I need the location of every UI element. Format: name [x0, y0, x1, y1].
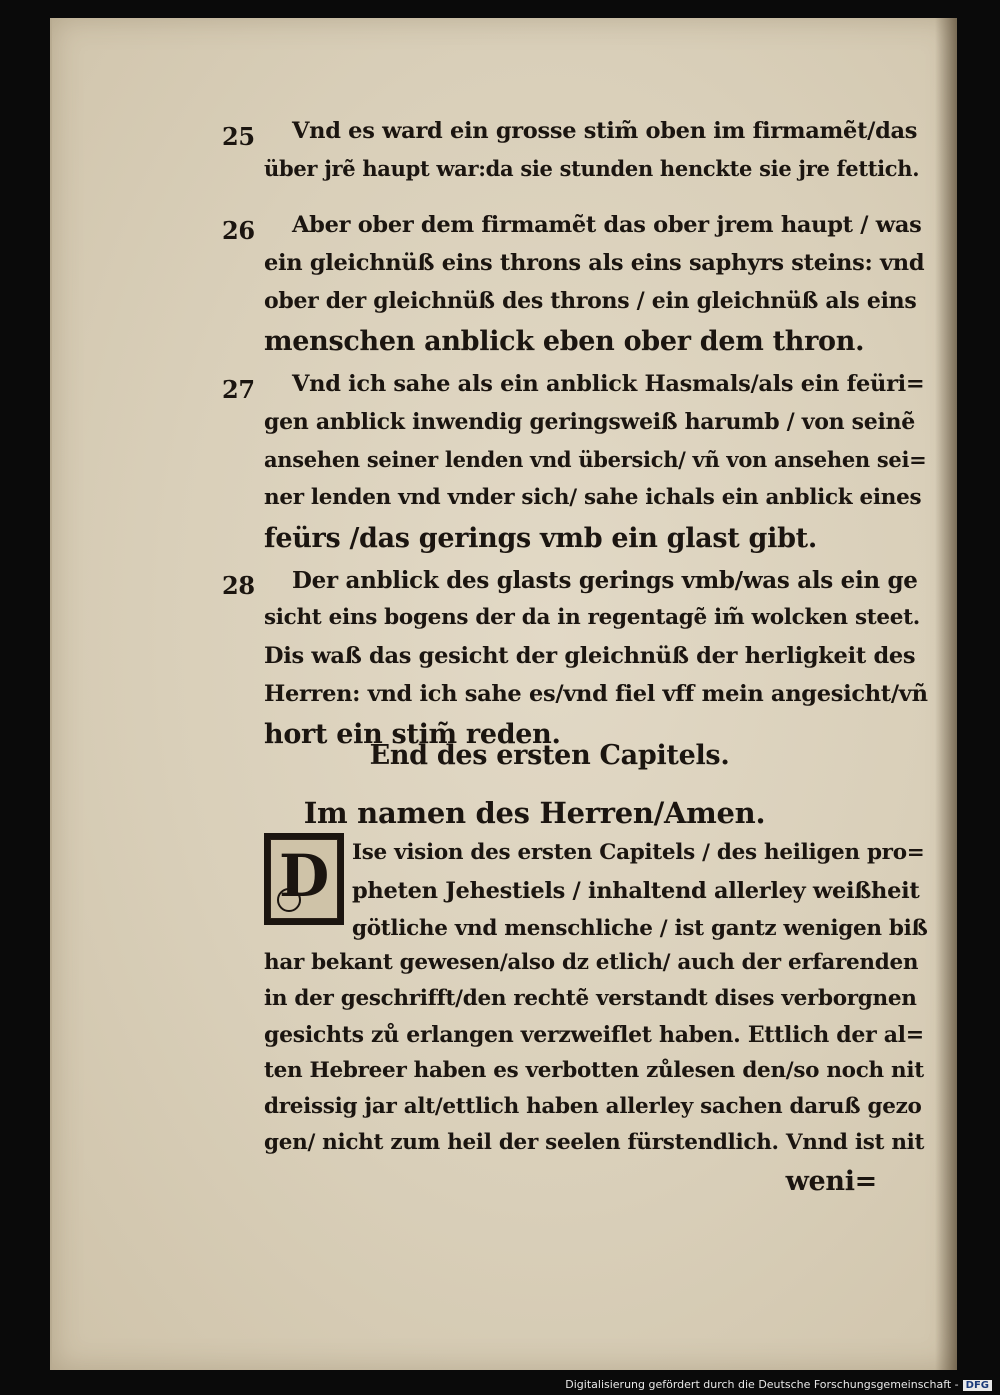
- verse-number: 28: [222, 571, 255, 600]
- verse-number: 25: [222, 122, 255, 151]
- verse-line: Vnd ich sahe als ein anblick Hasmals/als ein feüri=: [292, 371, 925, 397]
- verse-line: ober der gleichnüß des throns / ein gleichnüß als eins: [264, 288, 917, 314]
- footer-text: Digitalisierung gefördert durch die Deutsche Forschungsgemeinschaft -: [565, 1378, 959, 1391]
- verse-line: ansehen seiner lenden vnd übersich/ vñ von ansehen sei=: [264, 447, 927, 472]
- verse-line: hort ein stim̃ reden.: [264, 719, 561, 750]
- verse-line: Aber ober dem firmamẽt das ober jrem haupt / was: [292, 212, 922, 238]
- verse-line: Vnd es ward ein grosse stim̃ oben im firmamẽt/das: [292, 118, 918, 144]
- verse-number: 26: [222, 216, 255, 245]
- catchword: weni=: [785, 1166, 877, 1197]
- commentary-line: pheten Jehestiels / inhaltend allerley weißheit: [352, 878, 920, 904]
- verse-number: 27: [222, 375, 255, 404]
- decorated-initial: [264, 833, 344, 925]
- invocation-heading: Im namen des Herren/Amen.: [303, 796, 766, 830]
- commentary-line: har bekant gewesen/also dz etlich/ auch der erfarenden: [264, 950, 919, 975]
- commentary-line: dreissig jar alt/ettlich haben allerley sachen daruß gezo: [264, 1094, 922, 1119]
- verse-line: über jrẽ haupt war:da sie stunden henckte sie jre fettich.: [264, 156, 920, 181]
- commentary-line: gen/ nicht zum heil der seelen fürstendlich. Vnnd ist nit: [264, 1130, 925, 1155]
- dfg-logo: DFG: [963, 1380, 992, 1391]
- verse-line: Der anblick des glasts gerings vmb/was als ein ge: [292, 567, 918, 594]
- initial-ornament: [277, 888, 301, 912]
- verse-line: ner lenden vnd vnder sich/ sahe ichals ein anblick eines: [264, 485, 922, 510]
- verse-line: feürs /das gerings vmb ein glast gibt.: [264, 523, 817, 554]
- digitization-footer: [565, 1378, 992, 1391]
- verse-line: menschen anblick eben ober dem thron.: [264, 326, 865, 357]
- commentary-line: ten Hebreer haben es verbotten zůlesen den/so noch nit: [264, 1058, 924, 1083]
- initial-frame: [270, 839, 338, 919]
- commentary-line: in der geschrifft/den rechtẽ verstandt dises verborgnen: [264, 986, 917, 1011]
- chapter-end-heading: End des ersten Capitels.: [369, 740, 730, 771]
- verse-line: Dis waß das gesicht der gleichnüß der herligkeit des: [264, 643, 916, 669]
- verse-line: Herren: vnd ich sahe es/vnd fiel vff mein angesicht/vñ: [264, 681, 928, 707]
- verse-line: sicht eins bogens der da in regentagẽ im̃ wolcken steet.: [264, 605, 920, 630]
- initial-letter: D: [279, 842, 329, 910]
- commentary-line: götliche vnd menschliche / ist gantz wenigen biß: [352, 916, 928, 941]
- verse-line: gen anblick inwendig geringsweiß harumb / von seinẽ: [264, 409, 915, 435]
- book-page: [50, 18, 957, 1370]
- page-text: [52, 18, 957, 1370]
- commentary-line: gesichts zů erlangen verzweiflet haben. Ettlich der al=: [264, 1022, 924, 1048]
- verse-line: ein gleichnüß eins throns als eins saphyrs steins: vnd: [264, 250, 925, 276]
- commentary-line: Ise vision des ersten Capitels / des heiligen pro=: [352, 840, 925, 865]
